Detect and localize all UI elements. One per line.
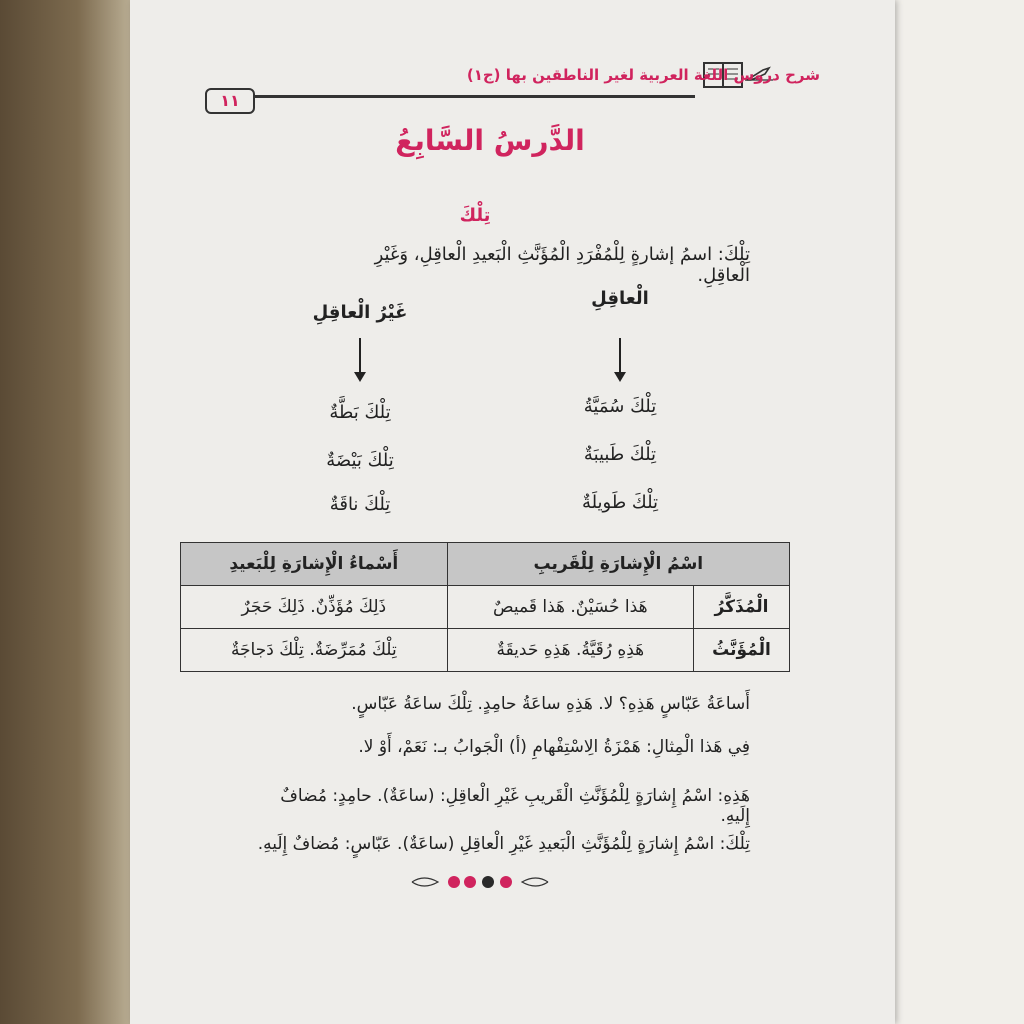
table-cell: هَذا حُسَيْنٌ. هَذا قَميصٌ: [447, 586, 693, 629]
non-rational-heading: غَيْرُ الْعاقِلِ: [312, 302, 408, 323]
down-arrow-icon: [359, 338, 361, 380]
table-header-far: أَسْماءُ الْإِشارَةِ لِلْبَعيدِ: [181, 543, 448, 586]
table-row: [181, 586, 790, 629]
table-header-row: [181, 543, 790, 586]
rational-example: تِلْكَ طَويلَةٌ: [581, 492, 659, 513]
table-row: [181, 629, 790, 672]
subheading: تِلْكَ: [459, 205, 491, 226]
definition-text: تِلْكَ: اسمُ إشارةٍ لِلْمُفْرَدِ الْمُؤَنَّثِ الْبَعيدِ الْعاقِلِ، وَغَيْرِ الْعاقِلِ.: [374, 244, 750, 286]
lesson-title: الدَّرسُ السَّابِعُ: [395, 124, 585, 157]
header-rule: [250, 95, 695, 98]
ornament-divider: [410, 872, 550, 892]
book-page: [130, 0, 895, 1024]
background-right: [895, 0, 1024, 1024]
book-title: شرح دروس اللغة العربية لغير الناطقين بها (ج١): [466, 66, 820, 84]
table-cell: هَذِهِ رُقَيَّةُ. هَذِهِ حَديقَةٌ: [447, 629, 693, 672]
down-arrow-icon: [619, 338, 621, 380]
background-left: [0, 0, 130, 1024]
non-rational-example: تِلْكَ بَيْضَةٌ: [326, 450, 394, 471]
non-rational-example: تِلْكَ ناقَةٌ: [329, 494, 391, 515]
rational-heading: الْعاقِلِ: [591, 288, 649, 309]
example-paragraph: هَذِهِ: اسْمُ إِشارَةٍ لِلْمُؤَنَّثِ الْقَريبِ غَيْرِ الْعاقِلِ: (ساعَةٌ). حامِدٍ: مُضافٌ إِلَيهِ.: [280, 786, 750, 826]
example-paragraph: أَساعَةُ عَبّاسٍ هَذِهِ؟ لا. هَذِهِ ساعَةُ حامِدٍ. تِلْكَ ساعَةُ عَبّاسٍ.: [351, 694, 750, 714]
page-number: ١١: [205, 88, 255, 114]
row-label: الْمُذَكَّرُ: [694, 586, 790, 629]
rational-example: تِلْكَ طَبيبَةٌ: [583, 444, 657, 465]
demonstratives-table: [180, 542, 790, 672]
table-cell: ذَلِكَ مُؤَذِّنٌ. ذَلِكَ حَجَرٌ: [181, 586, 448, 629]
table-cell: تِلْكَ مُمَرِّضَةٌ. تِلْكَ دَجاجَةٌ: [181, 629, 448, 672]
non-rational-example: تِلْكَ بَطَّةٌ: [329, 402, 391, 423]
example-paragraph: تِلْكَ: اسْمُ إِشارَةٍ لِلْمُؤَنَّثِ الْبَعيدِ غَيْرِ الْعاقِلِ (ساعَةٌ). عَبّاسٍ: مُضافٌ إِلَيهِ.: [257, 834, 750, 854]
row-label: الْمُؤَنَّثُ: [694, 629, 790, 672]
table-header-near: اسْمُ الْإِشارَةِ لِلْقَريبِ: [447, 543, 789, 586]
example-paragraph: فِي هَذا الْمِثالِ: هَمْزَةُ الِاسْتِفْهامِ (أ) الْجَوابُ بـ: نَعَمْ، أَوْ لا.: [358, 737, 750, 757]
rational-example: تِلْكَ سُمَيَّةُ: [583, 396, 657, 417]
